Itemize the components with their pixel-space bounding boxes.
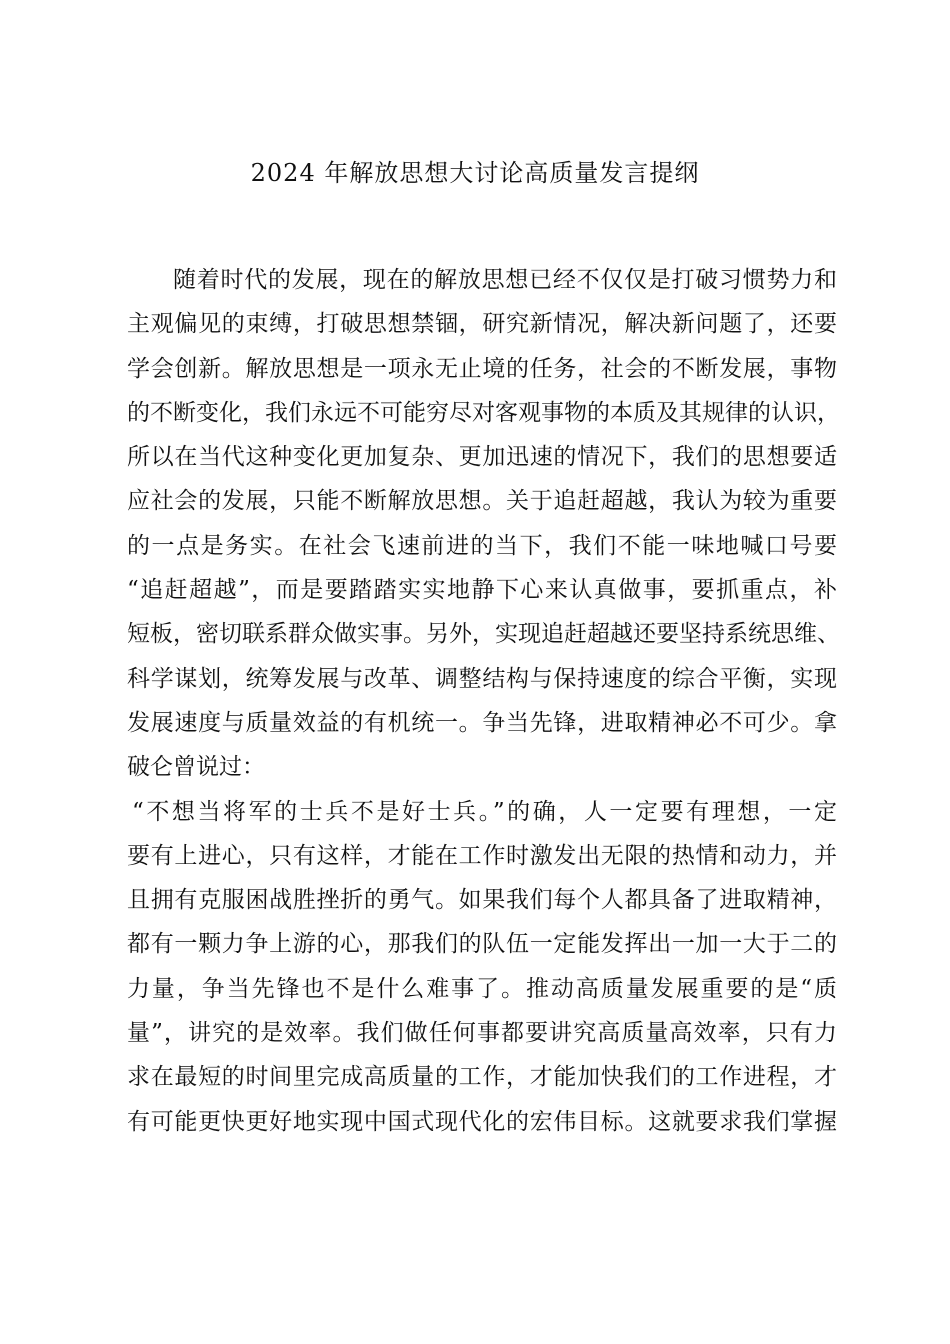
paragraph-line: 的不断变化，我们永远不可能穷尽对客观事物的本质及其规律的认识， <box>127 399 840 426</box>
paragraph-line: 发展速度与质量效益的有机统一。争当先锋，进取精神必不可少。拿 <box>127 709 837 736</box>
document-body <box>127 258 840 1144</box>
paragraph-line: “不想当将军的士兵不是好士兵。”的确，人一定要有理想，一定 <box>132 798 837 825</box>
paragraph-line: 都有一颗力争上游的心，那我们的队伍一定能发挥出一加一大于二的 <box>127 931 837 958</box>
paragraph-line: 有可能更快更好地实现中国式现代化的宏伟目标。这就要求我们掌握 <box>127 1108 837 1135</box>
paragraph-line: 且拥有克服困战胜挫折的勇气。如果我们每个人都具备了进取精神， <box>127 887 837 914</box>
paragraph-line: 破仑曾说过： <box>127 754 265 781</box>
paragraph-line: 量”，讲究的是效率。我们做任何事都要讲究高质量高效率，只有力 <box>127 1020 837 1047</box>
paragraph-line: 随着时代的发展，现在的解放思想已经不仅仅是打破习惯势力和 <box>173 267 837 293</box>
paragraph-line: 要有上进心，只有这样，才能在工作时激发出无限的热情和动力，并 <box>127 842 837 869</box>
paragraph-line: 短板，密切联系群众做实事。另外，实现追赶超越还要坚持系统思维、 <box>127 621 840 648</box>
paragraph-line: 求在最短的时间里完成高质量的工作，才能加快我们的工作进程，才 <box>127 1064 837 1091</box>
paragraph-line: 学会创新。解放思想是一项永无止境的任务，社会的不断发展，事物 <box>127 355 837 382</box>
paragraph-line: “追赶超越”，而是要踏踏实实地静下心来认真做事，要抓重点，补 <box>127 577 837 604</box>
paragraph-line: 的一点是务实。在社会飞速前进的当下，我们不能一味地喊口号要 <box>127 532 837 559</box>
paragraph-line: 所以在当代这种变化更加复杂、更加迅速的情况下，我们的思想要适 <box>127 444 837 471</box>
paragraph-line: 力量，争当先锋也不是什么难事了。推动高质量发展重要的是“质 <box>127 975 837 1002</box>
paragraph-line: 应社会的发展，只能不断解放思想。关于追赶超越，我认为较为重要 <box>127 488 837 515</box>
paragraph-line: 科学谋划，统筹发展与改革、调整结构与保持速度的综合平衡，实现 <box>127 665 837 692</box>
document-title: 2024 年解放思想大讨论高质量发言提纲 <box>250 159 700 187</box>
paragraph-line: 主观偏见的束缚，打破思想禁锢，研究新情况，解决新问题了，还要 <box>127 311 837 338</box>
